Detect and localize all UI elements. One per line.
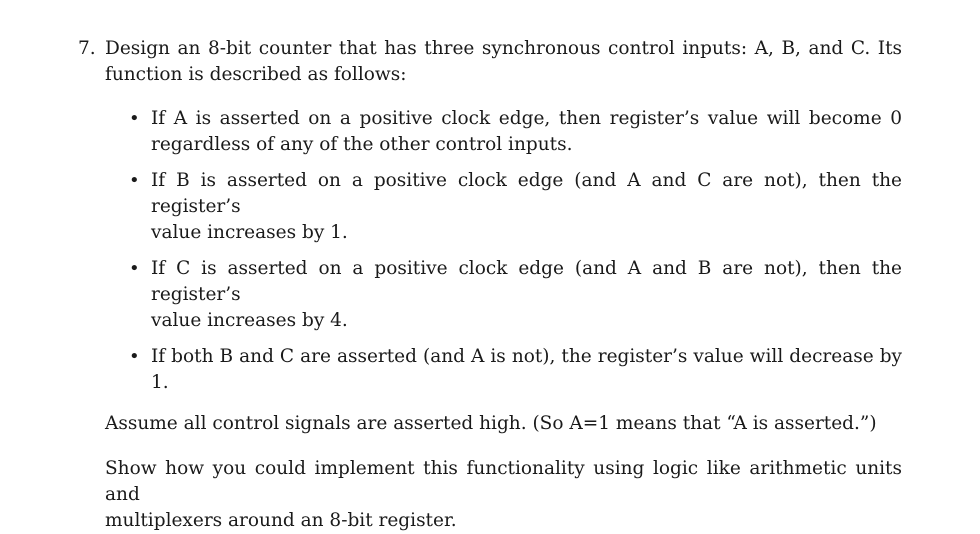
intro-line-1: Design an 8-bit counter that has three synchronous control inputs: A, B, and C. Its xyxy=(105,38,902,59)
condition-line: If C is asserted on a positive clock edge (and A and B are not), then the register’s xyxy=(151,258,902,305)
condition-line: If both B and C are asserted (and A is not), the register’s value will decrease by xyxy=(151,346,902,367)
problem-intro xyxy=(105,36,902,88)
condition-line: value increases by 1. xyxy=(151,222,348,243)
condition-line: If A is asserted on a positive clock edge, then register’s value will become 0 xyxy=(151,108,902,129)
condition-line: 1. xyxy=(151,372,169,393)
problem-7 xyxy=(78,36,902,534)
condition-line: If B is asserted on a positive clock edge (and A and C are not), then the register’s xyxy=(151,170,902,217)
task-line-2: multiplexers around an 8-bit register. xyxy=(105,509,457,531)
task-line-1: Show how you could implement this functionality using logic like arithmetic units and xyxy=(105,457,902,505)
intro-line-2: function is described as follows: xyxy=(105,64,407,85)
problem-number: 7. xyxy=(78,38,96,59)
condition-line: regardless of any of the other control inputs. xyxy=(151,134,573,155)
assumption-paragraph: Assume all control signals are asserted high. (So A=1 means that “A is asserted.”) xyxy=(105,413,877,434)
bullet-icon: • xyxy=(129,108,140,129)
bullet-icon: • xyxy=(129,346,140,367)
bullet-icon: • xyxy=(129,170,140,191)
condition-item-c xyxy=(129,256,902,334)
condition-item-a xyxy=(129,106,902,158)
condition-item-b xyxy=(129,168,902,246)
bullet-icon: • xyxy=(129,258,140,279)
task-paragraph xyxy=(105,456,902,534)
condition-line: value increases by 4. xyxy=(151,310,348,331)
condition-item-bc xyxy=(129,344,902,396)
condition-list xyxy=(78,106,902,396)
